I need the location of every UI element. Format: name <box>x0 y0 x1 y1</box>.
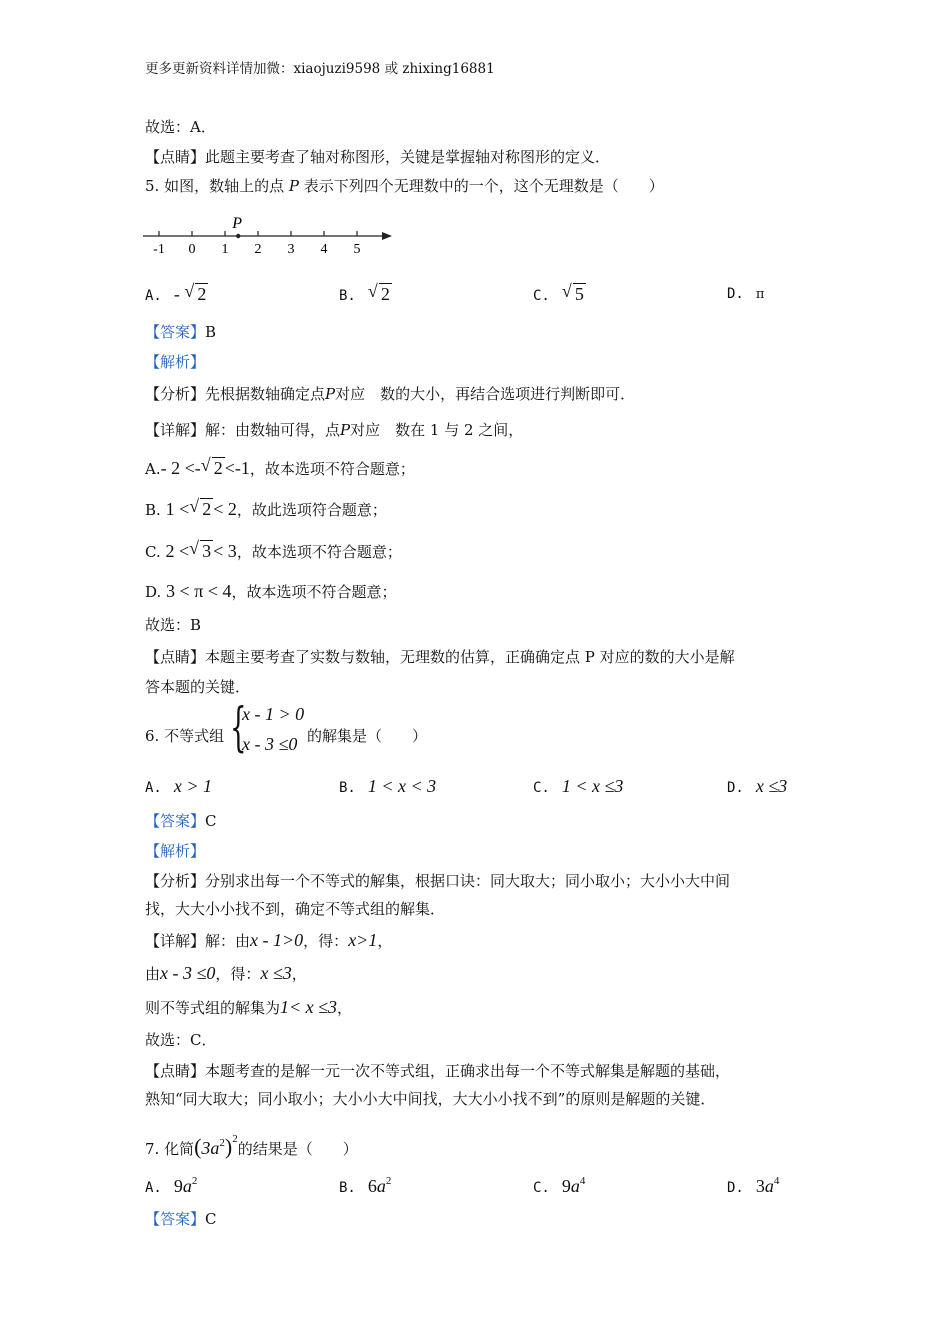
var: a <box>376 1176 386 1196</box>
point-p: P <box>288 177 299 195</box>
sqrt-expr: √ 2 <box>200 455 223 478</box>
fenxi-text: 分别求出每一个不等式的解集，根据口诀：同大取大；同小取小；大小小大中间 <box>205 872 731 890</box>
detail-math: x - 1>0 <box>250 930 304 950</box>
q5-line-b <box>145 498 387 521</box>
q4-comment <box>145 146 610 168</box>
q5-line-a <box>145 457 415 480</box>
tick-label: 2 <box>254 242 262 257</box>
option-letter: A. <box>145 288 162 304</box>
coef: 9 <box>173 1176 183 1196</box>
inequality-system <box>230 698 310 764</box>
stem-part: 7. 化简 <box>145 1140 195 1158</box>
system-row-1: x - 1 > 0 <box>242 704 305 724</box>
q6-detail-2 <box>145 962 307 985</box>
line-math <box>165 538 237 561</box>
brace-icon: { <box>230 698 247 758</box>
fenxi-tag: 【分析】 <box>145 872 206 890</box>
comment-tag: 【点睛】 <box>145 1062 206 1080</box>
answer-value: C <box>205 1210 217 1228</box>
line-text: ，故此选项符合题意； <box>236 501 387 519</box>
number-line <box>140 208 400 262</box>
line-math: 3 < π < 4 <box>166 581 232 601</box>
stem-part: 5. 如图，数轴上的点 <box>145 177 285 195</box>
line-math <box>160 455 250 478</box>
q5-analysis-tag: 【解析】 <box>145 353 206 371</box>
option-letter: C. <box>533 780 550 796</box>
tick-label: 4 <box>320 242 328 257</box>
radicand: 2 <box>213 458 223 478</box>
var: a <box>764 1176 774 1196</box>
q5-answer <box>145 321 216 343</box>
q6-option-d <box>727 776 787 797</box>
tick-label: 1 <box>221 242 229 257</box>
axis-arrow <box>382 232 392 240</box>
option-letter: C. <box>533 1180 550 1196</box>
detail-tag: 【详解】 <box>145 932 206 950</box>
detail-math: x ≤3 <box>260 963 292 983</box>
q5-comment-2: 答本题的关键． <box>145 678 251 696</box>
math-part: < 2 <box>213 499 237 519</box>
option-math: 1 < x ≤3 <box>561 776 624 796</box>
option-math <box>561 281 586 304</box>
point-p-label: P <box>232 215 242 232</box>
detail-text: ，得： <box>215 965 261 983</box>
q7-option-b <box>339 1175 391 1197</box>
system-row-2: x - 3 ≤0 <box>242 734 298 754</box>
comment-text: 此题主要考查了轴对称图形，关键是掌握轴对称图形的定义． <box>205 148 611 166</box>
option-letter: B. <box>339 288 356 304</box>
detail-text: 由 <box>145 965 161 983</box>
q6-fenxi-1 <box>145 870 730 892</box>
option-letter: B. <box>339 780 356 796</box>
detail-math: x - 3 ≤0 <box>160 963 216 983</box>
q5-detail <box>145 419 523 441</box>
q6-option-a <box>145 776 212 797</box>
page-header: 更多更新资料详情加微：xiaojuzi9598 或 zhixing16881 <box>145 61 495 77</box>
answer-tag: 【答案】 <box>145 1210 206 1228</box>
fenxi-text: 对应 数的大小，再结合选项进行判断即可． <box>335 385 636 403</box>
radicand: 2 <box>197 284 207 304</box>
option-letter: A. <box>145 780 162 796</box>
point-p-dot <box>236 234 240 238</box>
line-text: ，故本选项不符合题意； <box>249 460 415 478</box>
q5-option-a <box>145 281 208 305</box>
q6-option-b <box>339 776 436 797</box>
q5-line-c <box>145 540 402 563</box>
q7-stem <box>145 1128 358 1160</box>
answer-tag: 【答案】 <box>145 323 206 341</box>
q6-comment-2: 熟知“同大取大；同小取小；大小小大中间找，大大小小找不到”的原则是解题的关键． <box>145 1090 716 1108</box>
sqrt-expr: √ 2 <box>184 281 207 304</box>
q6-detail-1 <box>145 929 392 952</box>
sqrt-expr: √ 3 <box>189 538 212 561</box>
q6-stem-a: 6. 不等式组 <box>145 727 225 745</box>
q7-answer <box>145 1208 217 1230</box>
var: a <box>182 1176 192 1196</box>
detail-text: ， <box>337 999 353 1017</box>
option-letter: A. <box>145 1180 162 1196</box>
tick-label: 5 <box>353 242 361 257</box>
var: a <box>570 1176 580 1196</box>
fenxi-text: 先根据数轴确定点 <box>205 385 326 403</box>
detail-text: 解：由数轴可得，点 <box>205 421 341 439</box>
point-p: P <box>340 421 351 439</box>
q5-line-d <box>145 580 396 603</box>
option-math: 1 < x < 3 <box>367 776 437 796</box>
q5-option-d <box>727 284 764 302</box>
expr-base: 3a <box>201 1138 220 1158</box>
point-p: P <box>325 385 336 403</box>
math-part: 2 < <box>165 541 190 561</box>
expr-inner-exp: 2 <box>219 1137 225 1149</box>
q7-option-a <box>145 1175 197 1197</box>
sqrt-expr: √ 2 <box>189 496 212 519</box>
option-math: π <box>755 287 765 302</box>
radicand: 3 <box>202 541 212 561</box>
option-letter: D. <box>727 780 744 796</box>
q5-stem <box>145 175 664 197</box>
detail-tag: 【详解】 <box>145 421 206 439</box>
math-part: 1 < <box>165 499 190 519</box>
q6-detail-3 <box>145 996 352 1019</box>
line-label: D. <box>145 583 162 601</box>
radicand: 2 <box>380 284 390 304</box>
option-letter: B. <box>339 1180 356 1196</box>
q6-comment-1 <box>145 1060 730 1082</box>
tick-label: 0 <box>188 242 196 257</box>
comment-text: 本题考查的是解一元一次不等式组，正确求出每一个不等式解集是解题的基础， <box>205 1062 731 1080</box>
coef: 6 <box>367 1176 377 1196</box>
detail-math: x>1 <box>348 930 378 950</box>
option-math <box>562 1176 586 1196</box>
option-math <box>756 1176 780 1196</box>
detail-text: 则不等式组的解集为 <box>145 999 281 1017</box>
exp: 4 <box>579 1175 586 1187</box>
stem-part: 表示下列四个无理数中的一个，这个无理数是（ ） <box>303 177 664 195</box>
comment-text: 本题主要考查了实数与数轴，无理数的估算，正确确定点 P 对应的数的大小是解 <box>205 648 735 666</box>
q5-option-b <box>339 281 392 305</box>
radicand: 5 <box>574 284 584 304</box>
option-math <box>367 281 392 304</box>
line-math <box>165 496 237 519</box>
exp: 2 <box>191 1175 198 1187</box>
option-math: x ≤3 <box>755 776 788 796</box>
detail-text: ， <box>377 932 393 950</box>
comment-tag: 【点睛】 <box>145 148 206 166</box>
answer-value: B <box>205 323 217 341</box>
option-math: x > 1 <box>173 776 212 796</box>
q5-fenxi <box>145 383 635 405</box>
line-text: ，故本选项不符合题意； <box>236 543 402 561</box>
expr-outer-exp: 2 <box>232 1133 238 1145</box>
coef: 9 <box>561 1176 571 1196</box>
detail-text: 对应 数在 1 与 2 之间， <box>350 421 524 439</box>
detail-text: 解：由 <box>205 932 251 950</box>
option-math <box>368 1176 392 1196</box>
comment-tag: 【点睛】 <box>145 648 206 666</box>
fenxi-tag: 【分析】 <box>145 385 206 403</box>
q6-stem-b: 的解集是（ ） <box>307 727 428 745</box>
line-label: A. <box>145 460 161 478</box>
detail-text: ， <box>291 965 307 983</box>
stem-part: 的结果是（ ） <box>237 1140 358 1158</box>
q6-analysis-tag: 【解析】 <box>145 842 206 860</box>
q7-option-c <box>533 1175 585 1197</box>
detail-math: 1< x ≤3 <box>280 997 338 1017</box>
q5-option-c <box>533 281 586 305</box>
answer-tag: 【答案】 <box>145 812 206 830</box>
q5-conclusion: 故选：B <box>145 616 202 634</box>
line-text: ，故本选项不符合题意； <box>231 583 397 601</box>
option-letter: D. <box>727 1180 744 1196</box>
math-part: <-1 <box>224 458 250 478</box>
q7-expression: $(3a^2)^2$ <box>194 1133 238 1159</box>
q6-conclusion: 故选：C． <box>145 1031 217 1049</box>
exp: 2 <box>385 1175 392 1187</box>
line-label: C. <box>145 543 161 561</box>
q6-answer <box>145 810 217 832</box>
option-math <box>174 1176 198 1196</box>
exp: 4 <box>773 1175 780 1187</box>
line-label: B. <box>145 501 161 519</box>
q6-option-c <box>533 776 623 797</box>
math-part: - 2 <- <box>160 458 201 478</box>
option-math <box>173 281 209 304</box>
sqrt-expr: √ 5 <box>561 281 584 304</box>
math-part: < 3 <box>213 541 237 561</box>
detail-text: ，得： <box>303 932 349 950</box>
q5-comment-1 <box>145 646 735 668</box>
option-letter: D. <box>727 286 744 302</box>
q7-option-d <box>727 1175 779 1197</box>
answer-value: C <box>205 812 217 830</box>
sqrt-expr: √ 2 <box>367 281 390 304</box>
tick-label: -1 <box>153 242 165 257</box>
tick-label: 3 <box>287 242 295 257</box>
minus: - <box>173 284 180 304</box>
q6-fenxi-2: 找，大大小小找不到，确定不等式组的解集． <box>145 900 446 918</box>
radicand: 2 <box>202 499 212 519</box>
coef: 3 <box>755 1176 765 1196</box>
q4-conclusion: 故选：A． <box>145 118 216 136</box>
option-letter: C. <box>533 288 550 304</box>
